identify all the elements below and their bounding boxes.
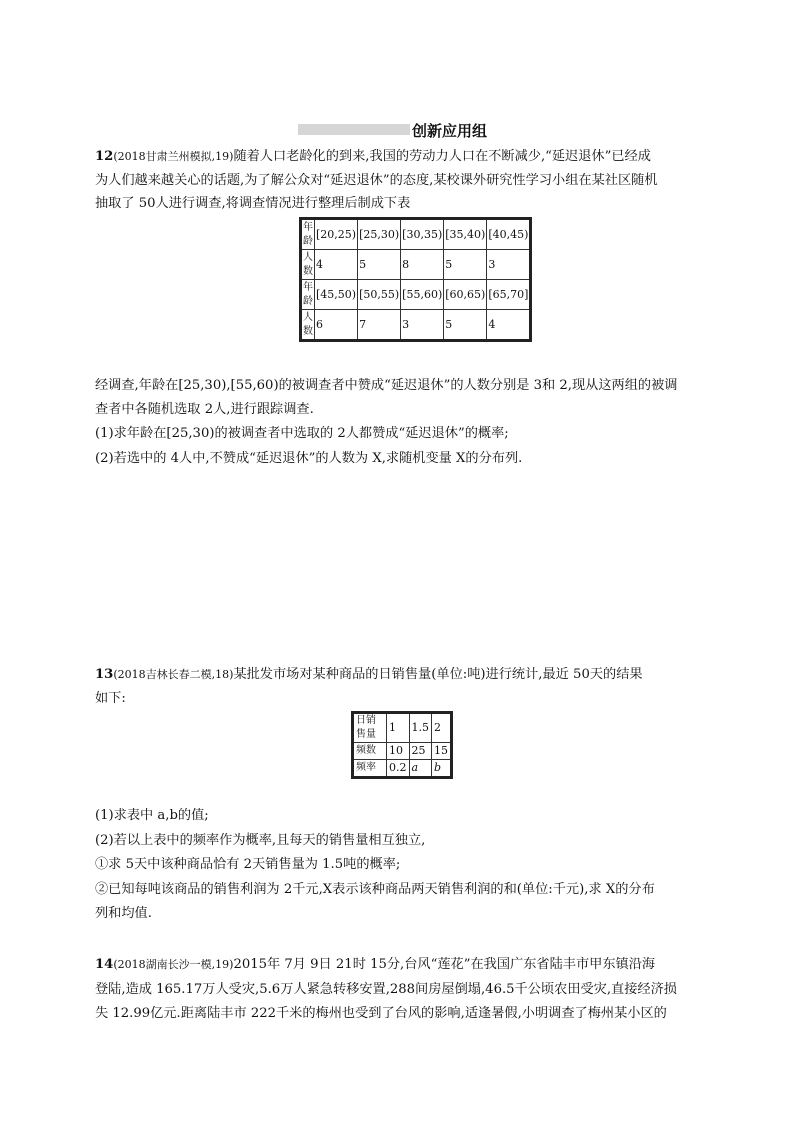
table-cell: [45,50) xyxy=(315,280,358,310)
table-cell: 25 xyxy=(409,743,432,760)
table-cell: 3 xyxy=(487,250,531,280)
table-row-header: 年龄 xyxy=(301,219,315,250)
table-row xyxy=(353,760,452,778)
q13-line-1 xyxy=(95,665,705,685)
q12-age-table xyxy=(299,217,532,342)
section-title: 创新应用组 xyxy=(412,122,488,140)
table-row xyxy=(301,310,531,341)
table-cell: 1 xyxy=(387,713,410,743)
table-cell: [50,55) xyxy=(358,280,401,310)
q14-line-3: 失 12.99亿元.距离陆丰市 222千米的梅州也受到了台风的影响,适逢暑假,小明调查了梅州某小区的 xyxy=(95,1006,667,1021)
table-row-header: 日销售量 xyxy=(353,713,387,743)
q13-part-1: (1)求表中 a,b的值; xyxy=(95,808,209,823)
table-cell: [55,60) xyxy=(401,280,444,310)
section-title-bar xyxy=(298,124,410,135)
table-row xyxy=(353,743,452,760)
table-cell: 2 xyxy=(432,713,452,743)
table-row xyxy=(353,713,452,743)
table-cell: 10 xyxy=(387,743,410,760)
table-cell: 4 xyxy=(487,310,531,341)
table-row xyxy=(301,280,531,310)
table-cell: [65,70] xyxy=(487,280,531,310)
table-row xyxy=(301,250,531,280)
q12-line-2: 为人们越来越关心的话题,为了解公众对“延迟退休”的态度,某校课外研究性学习小组在某社区随机 xyxy=(95,173,658,188)
q13-part-2-2-cont: 列和均值. xyxy=(95,906,152,921)
table-cell: [20,25) xyxy=(315,219,358,250)
table-cell: 4 xyxy=(315,250,358,280)
q14-line-1 xyxy=(95,955,705,975)
q12-after-2: 查者中各随机选取 2人,进行跟踪调查. xyxy=(95,402,314,417)
q12-part-2: (2)若选中的 4人中,不赞成“延迟退休”的人数为 X,求随机变量 X的分布列. xyxy=(95,451,523,466)
q14-text-1: 2015年 7月 9日 21时 15分,台风“莲花”在我国广东省陆丰市甲东镇沿海 xyxy=(233,957,656,972)
q14-source: (2018湖南长沙一模,19) xyxy=(113,958,234,971)
table-cell: [25,30) xyxy=(358,219,401,250)
table-row xyxy=(301,219,531,250)
table-cell: a xyxy=(409,760,432,778)
q13-part-2-1: ①求 5天中该种商品恰有 2天销售量为 1.5吨的概率; xyxy=(95,857,401,872)
q13-part-2: (2)若以上表中的频率作为概率,且每天的销售量相互独立, xyxy=(95,833,426,848)
table-cell: 7 xyxy=(358,310,401,341)
table-cell: 8 xyxy=(401,250,444,280)
table-cell: 5 xyxy=(444,310,487,341)
table-cell: 15 xyxy=(432,743,452,760)
table-row-header: 人数 xyxy=(301,250,315,280)
table-cell: 6 xyxy=(315,310,358,341)
table-row-header: 频数 xyxy=(353,743,387,760)
q14-line-2: 登陆,造成 165.17万人受灾,5.6万人紧急转移安置,288间房屋倒塌,46.5千公顷农田受灾,直接经济损 xyxy=(95,982,677,997)
q12-number: 12 xyxy=(95,149,114,164)
q14-number: 14 xyxy=(95,957,114,972)
table-cell: [40,45) xyxy=(487,219,531,250)
table-row-header: 人数 xyxy=(301,310,315,341)
q13-number: 13 xyxy=(95,667,114,682)
table-row-header: 年龄 xyxy=(301,280,315,310)
table-cell: 5 xyxy=(358,250,401,280)
q13-part-2-2: ②已知每吨该商品的销售利润为 2千元,X表示该种商品两天销售利润的和(单位:千元),求 X的分布 xyxy=(95,882,655,897)
table-cell: [30,35) xyxy=(401,219,444,250)
q13-source: (2018吉林长春二模,18) xyxy=(113,668,234,681)
table-cell: 0.2 xyxy=(387,760,410,778)
q12-part-1: (1)求年龄在[25,30)的被调查者中选取的 2人都赞成“延迟退休”的概率; xyxy=(95,426,509,441)
q12-line-3: 抽取了 50人进行调查,将调查情况进行整理后制成下表 xyxy=(95,196,411,211)
q12-source: (2018甘肃兰州模拟,19) xyxy=(113,150,234,163)
q13-line-2: 如下: xyxy=(95,691,126,706)
table-cell: b xyxy=(432,760,452,778)
q12-line-1 xyxy=(95,147,705,167)
table-cell: 3 xyxy=(401,310,444,341)
q12-after-1: 经调查,年龄在[25,30),[55,60)的被调查者中赞成“延迟退休”的人数分别是 3和 2,现从这两组的被调 xyxy=(95,378,678,393)
table-cell: 5 xyxy=(444,250,487,280)
q13-text-1: 某批发市场对某种商品的日销售量(单位:吨)进行统计,最近 50天的结果 xyxy=(233,667,643,682)
table-cell: 1.5 xyxy=(409,713,432,743)
q12-text-1: 随着人口老龄化的到来,我国的劳动力人口在不断减少,“延迟退休”已经成 xyxy=(233,149,651,164)
table-row-header: 频率 xyxy=(353,760,387,778)
table-cell: [35,40) xyxy=(444,219,487,250)
table-cell: [60,65) xyxy=(444,280,487,310)
q13-sales-table xyxy=(351,711,453,779)
